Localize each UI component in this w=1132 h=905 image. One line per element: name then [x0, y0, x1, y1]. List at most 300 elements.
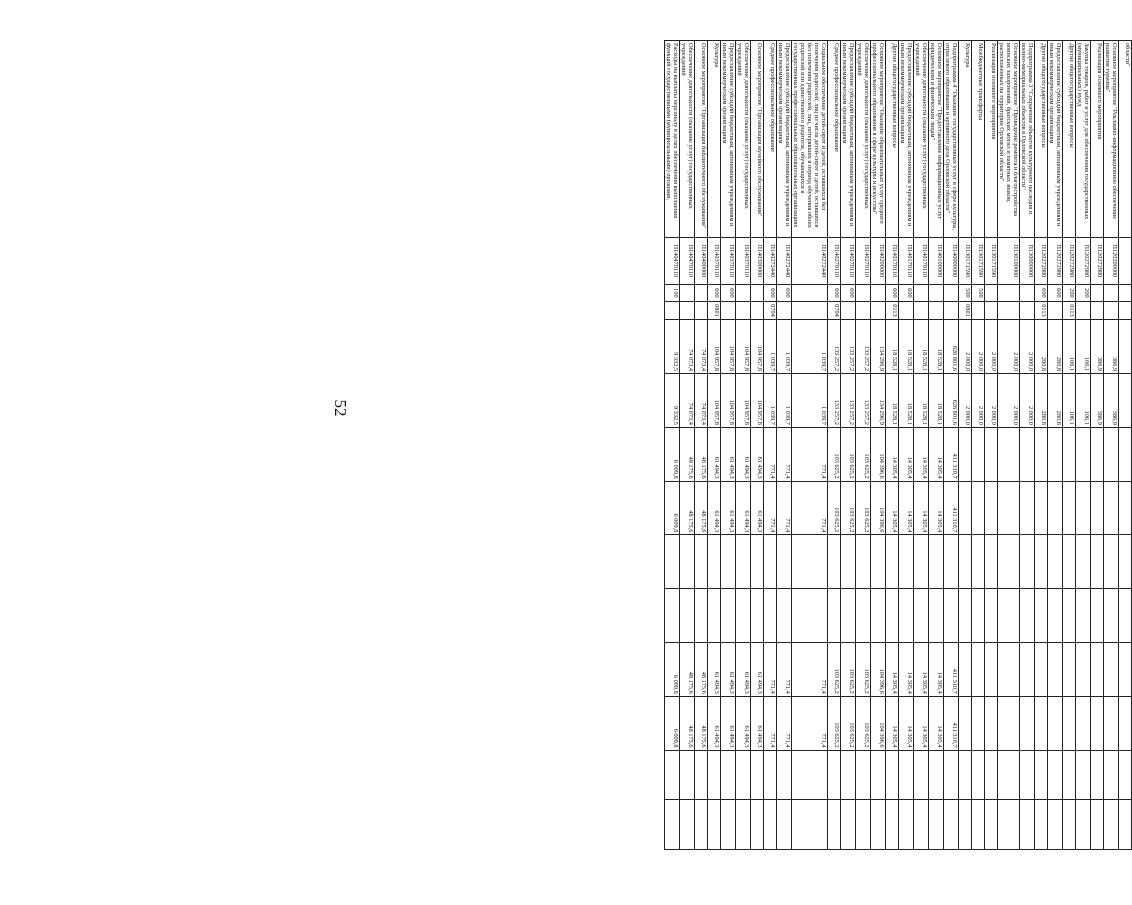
cell-empty	[721, 800, 736, 850]
cell-empty	[792, 800, 828, 850]
cell-v3: 103 625,2	[828, 427, 841, 481]
cell-empty	[751, 750, 764, 800]
table-row	[736, 41, 751, 850]
cell-v2: 104 957,8	[721, 374, 736, 428]
cell-v2: 18 528,1	[914, 374, 929, 428]
cell-v1: 133 257,2	[841, 320, 856, 374]
cell-v2: 18 528,1	[886, 374, 899, 428]
cell-v7: 14 305,4	[929, 642, 944, 696]
cell-empty	[764, 750, 777, 800]
cell-code: П140200000	[871, 237, 886, 285]
cell-empty	[1035, 800, 1048, 850]
cell-v3: 6 009,8	[665, 427, 680, 481]
cell-code: П140272440	[764, 237, 777, 285]
cell-v6	[972, 589, 985, 643]
cell-v6	[899, 589, 914, 643]
cell-v4: 771,4	[777, 481, 792, 535]
table-row	[899, 41, 914, 850]
cell-code: П130100000	[998, 237, 1020, 285]
cell-v4	[998, 481, 1020, 535]
cell-v2: 1 039,7	[764, 374, 777, 428]
cell-v2: 18 528,1	[929, 374, 944, 428]
cell-rz	[1104, 301, 1119, 320]
cell-v8: 61 494,3	[736, 696, 751, 750]
cell-v5	[721, 535, 736, 589]
cell-empty	[751, 800, 764, 850]
cell-name: Межбюджетные трансферты	[972, 41, 985, 238]
cell-v4	[985, 481, 998, 535]
cell-v5	[695, 535, 708, 589]
cell-v3: 771,4	[764, 427, 777, 481]
cell-v1: 2 000,0	[998, 320, 1020, 374]
cell-name: Реализация основного мероприятия	[985, 41, 998, 238]
cell-v5	[841, 535, 856, 589]
cell-v4: 771,4	[792, 481, 828, 535]
cell-empty	[1020, 800, 1035, 850]
cell-empty	[914, 800, 929, 850]
cell-v2: 280,8	[1048, 374, 1063, 428]
cell-v3	[1104, 427, 1119, 481]
cell-code: П140270110	[856, 237, 871, 285]
cell-v6	[736, 589, 751, 643]
cell-v8	[1035, 696, 1048, 750]
table-row	[665, 41, 680, 850]
cell-code: П130171590	[959, 237, 972, 285]
cell-v7: 103 625,2	[841, 642, 856, 696]
cell-v3: 61 494,3	[736, 427, 751, 481]
table-row	[721, 41, 736, 850]
cell-name: Расходы на выплаты персоналу в целях обеспечения выполнения функций государственными (муниципальными) органами,	[665, 41, 680, 238]
cell-empty	[1063, 750, 1076, 800]
cell-v7: 61 494,3	[721, 642, 736, 696]
table-row	[985, 41, 998, 850]
cell-v3: 104 396,6	[871, 427, 886, 481]
cell-v2: 1 039,7	[777, 374, 792, 428]
cell-v3: 14 305,4	[929, 427, 944, 481]
cell-v7	[1063, 642, 1076, 696]
cell-v8: 771,4	[777, 696, 792, 750]
cell-empty	[828, 800, 841, 850]
cell-name: Предоставление субсидий бюджетным, автономным учреждениям и иным некоммерческим организациям	[721, 41, 736, 238]
cell-gr: 600	[886, 285, 899, 302]
cell-v8: 771,4	[764, 696, 777, 750]
cell-v3	[985, 427, 998, 481]
cell-v6	[1076, 589, 1091, 643]
cell-v5	[751, 535, 764, 589]
cell-v2: 280,8	[1035, 374, 1048, 428]
cell-v6	[1119, 589, 1132, 643]
cell-v5	[886, 535, 899, 589]
cell-v1: 134 296,9	[871, 320, 886, 374]
cell-gr: 600	[1048, 285, 1063, 302]
cell-v1: 104 957,8	[736, 320, 751, 374]
cell-v4: 411 310,7	[944, 481, 959, 535]
cell-v1: 18 528,1	[899, 320, 914, 374]
cell-v4: 104 396,6	[871, 481, 886, 535]
cell-v7	[1119, 642, 1132, 696]
cell-v4	[1104, 481, 1119, 535]
cell-name: Другие общегосударственные вопросы	[1035, 41, 1048, 238]
cell-v5	[929, 535, 944, 589]
cell-v3	[1076, 427, 1091, 481]
table-row	[1020, 41, 1035, 850]
cell-name: Реализация основного мероприятия	[1091, 41, 1104, 238]
cell-empty	[856, 750, 871, 800]
cell-empty	[985, 750, 998, 800]
table-row	[1076, 41, 1091, 850]
cell-v8: 48 175,6	[680, 696, 695, 750]
cell-v1: 104 957,8	[751, 320, 764, 374]
cell-v8: 48 175,6	[695, 696, 708, 750]
cell-code: П140272440	[792, 237, 828, 285]
cell-v1: 74 073,4	[680, 320, 695, 374]
cell-gr	[1119, 285, 1132, 302]
cell-v5	[1035, 535, 1048, 589]
cell-v3: 103 625,2	[856, 427, 871, 481]
cell-v7: 411 310,7	[944, 642, 959, 696]
cell-v8: 61 494,3	[708, 696, 721, 750]
cell-rz	[985, 301, 998, 320]
cell-v5	[998, 535, 1020, 589]
cell-v4: 14 305,4	[929, 481, 944, 535]
cell-v4	[1020, 481, 1035, 535]
cell-v1: 386,9	[1091, 320, 1104, 374]
cell-v7: 48 175,6	[680, 642, 695, 696]
cell-v1: 9 332,5	[665, 320, 680, 374]
cell-v1: 133 257,2	[856, 320, 871, 374]
cell-v7	[998, 642, 1020, 696]
cell-rz	[972, 301, 985, 320]
cell-v2: 133 257,2	[841, 374, 856, 428]
cell-name: Предоставление субсидий бюджетным, автономным учреждениям и иным некоммерческим организациям	[899, 41, 914, 238]
cell-v8	[1020, 696, 1035, 750]
cell-gr	[1020, 285, 1035, 302]
table-row	[792, 41, 828, 850]
cell-name: Среднее профессиональное образование	[828, 41, 841, 238]
cell-v5	[1119, 535, 1132, 589]
cell-gr	[998, 285, 1020, 302]
cell-empty	[665, 800, 680, 850]
cell-v3: 14 305,4	[914, 427, 929, 481]
cell-gr: 500	[959, 285, 972, 302]
cell-v1: 2 000,0	[959, 320, 972, 374]
table-row	[841, 41, 856, 850]
table-row	[764, 41, 777, 850]
cell-rz	[856, 301, 871, 320]
cell-v6	[777, 589, 792, 643]
cell-rz	[680, 301, 695, 320]
cell-v1: 106,1	[1063, 320, 1076, 374]
cell-v6	[680, 589, 695, 643]
cell-gr	[985, 285, 998, 302]
cell-gr: 600	[777, 285, 792, 302]
cell-v5	[777, 535, 792, 589]
cell-v3	[998, 427, 1020, 481]
cell-v2: 2 000,0	[959, 374, 972, 428]
cell-v7	[1020, 642, 1035, 696]
cell-v5	[1091, 535, 1104, 589]
cell-v2: 9 332,5	[665, 374, 680, 428]
cell-v4: 103 625,2	[841, 481, 856, 535]
cell-v2: 2 000,0	[1020, 374, 1035, 428]
cell-empty	[1076, 750, 1091, 800]
cell-v2: 133 257,2	[828, 374, 841, 428]
table-row	[708, 41, 721, 850]
cell-empty	[929, 750, 944, 800]
cell-v2: 104 957,8	[708, 374, 721, 428]
cell-empty	[777, 750, 792, 800]
cell-rz: 0113	[886, 301, 899, 320]
cell-v2	[1119, 374, 1132, 428]
cell-empty	[1104, 800, 1119, 850]
cell-v3: 14 305,4	[886, 427, 899, 481]
cell-empty	[886, 800, 899, 850]
cell-v4	[1048, 481, 1063, 535]
cell-rz	[792, 301, 828, 320]
cell-v7: 771,4	[792, 642, 828, 696]
cell-rz	[1091, 301, 1104, 320]
cell-empty	[871, 750, 886, 800]
cell-v1: 280,8	[1035, 320, 1048, 374]
cell-v2: 2 000,0	[985, 374, 998, 428]
cell-name: Предоставление субсидий бюджетным, автономным учреждениям и иным некоммерческим организациям	[1048, 41, 1063, 238]
cell-v7: 61 494,3	[736, 642, 751, 696]
cell-code: П140000000	[944, 237, 959, 285]
cell-v4: 61 494,3	[736, 481, 751, 535]
cell-rz: 0704	[764, 301, 777, 320]
cell-empty	[1063, 800, 1076, 850]
cell-v6	[914, 589, 929, 643]
cell-v4: 14 305,4	[886, 481, 899, 535]
cell-v5	[1063, 535, 1076, 589]
cell-v7	[1076, 642, 1091, 696]
cell-empty	[899, 800, 914, 850]
cell-rz	[929, 301, 944, 320]
cell-v5	[914, 535, 929, 589]
cell-v2: 74 073,4	[680, 374, 695, 428]
cell-name: области"	[1119, 41, 1132, 238]
cell-empty	[1104, 750, 1119, 800]
table-row	[886, 41, 899, 850]
cell-gr: 600	[841, 285, 856, 302]
cell-v5	[944, 535, 959, 589]
cell-v8: 103 625,2	[841, 696, 856, 750]
cell-v3: 411 310,7	[944, 427, 959, 481]
cell-code: П120272980	[1035, 237, 1048, 285]
cell-empty	[998, 800, 1020, 850]
cell-v7: 61 494,3	[708, 642, 721, 696]
cell-code: П140470110	[680, 237, 695, 285]
cell-rz	[1119, 301, 1132, 320]
cell-v1: 280,8	[1048, 320, 1063, 374]
cell-v5	[1104, 535, 1119, 589]
cell-code: П140400000	[695, 237, 708, 285]
cell-v3: 48 175,6	[695, 427, 708, 481]
cell-v3: 61 494,3	[708, 427, 721, 481]
cell-v3	[1119, 427, 1132, 481]
cell-v5	[856, 535, 871, 589]
cell-v1	[1119, 320, 1132, 374]
table-row	[871, 41, 886, 850]
cell-v4: 61 494,3	[751, 481, 764, 535]
cell-empty	[841, 750, 856, 800]
cell-rz	[1076, 301, 1091, 320]
cell-v4: 14 305,4	[914, 481, 929, 535]
cell-v5	[899, 535, 914, 589]
cell-v5	[828, 535, 841, 589]
cell-v1: 386,9	[1104, 320, 1119, 374]
cell-code: П140100000	[929, 237, 944, 285]
cell-v7: 771,4	[764, 642, 777, 696]
cell-code: П120272980	[1091, 237, 1104, 285]
cell-v4	[1063, 481, 1076, 535]
cell-v8: 103 625,2	[856, 696, 871, 750]
cell-gr	[1104, 285, 1119, 302]
cell-v8	[959, 696, 972, 750]
cell-code: П140272440	[777, 237, 792, 285]
cell-empty	[1091, 750, 1104, 800]
cell-code: П140370110	[708, 237, 721, 285]
cell-empty	[1020, 750, 1035, 800]
cell-name: Предоставление субсидий бюджетным, автономным учреждениям и иным некоммерческим организациям	[777, 41, 792, 238]
cell-code: П120272980	[1063, 237, 1076, 285]
cell-empty	[708, 800, 721, 850]
cell-code: П140270110	[828, 237, 841, 285]
cell-v7	[959, 642, 972, 696]
cell-v8	[1048, 696, 1063, 750]
cell-code: П130171590	[985, 237, 998, 285]
table-row	[856, 41, 871, 850]
cell-v4: 61 494,3	[721, 481, 736, 535]
cell-rz: 0704	[828, 301, 841, 320]
cell-gr	[944, 285, 959, 302]
cell-rz	[721, 301, 736, 320]
cell-gr: 500	[972, 285, 985, 302]
cell-v1: 106,1	[1076, 320, 1091, 374]
cell-rz: 0113	[1063, 301, 1076, 320]
cell-rz	[944, 301, 959, 320]
cell-empty	[1076, 800, 1091, 850]
cell-v7	[1104, 642, 1119, 696]
cell-code: П140270110	[841, 237, 856, 285]
table-row	[929, 41, 944, 850]
cell-v6	[764, 589, 777, 643]
cell-v5	[736, 535, 751, 589]
cell-name: Обеспечение деятельности (оказание услуг) государственных учреждений	[680, 41, 695, 238]
cell-v8: 14 305,4	[929, 696, 944, 750]
cell-rz	[1020, 301, 1035, 320]
cell-gr	[871, 285, 886, 302]
cell-v7: 771,4	[777, 642, 792, 696]
cell-v2: 1 039,7	[792, 374, 828, 428]
cell-v1: 1 039,7	[792, 320, 828, 374]
cell-name: Основное мероприятие "Организация библиотечного обслуживания"	[695, 41, 708, 238]
cell-name: Обеспечение деятельности (оказание услуг) государственных учреждений	[914, 41, 929, 238]
cell-empty	[998, 750, 1020, 800]
cell-rz	[899, 301, 914, 320]
cell-v1: 2 000,0	[972, 320, 985, 374]
cell-code: П120272980	[1048, 237, 1063, 285]
cell-v2: 626 801,6	[944, 374, 959, 428]
cell-v6	[708, 589, 721, 643]
cell-v8: 61 494,3	[721, 696, 736, 750]
cell-v6	[1048, 589, 1063, 643]
cell-v4	[1076, 481, 1091, 535]
cell-v2: 104 957,8	[751, 374, 764, 428]
cell-rz	[998, 301, 1020, 320]
cell-v2: 18 528,1	[899, 374, 914, 428]
cell-gr	[856, 285, 871, 302]
table-row	[695, 41, 708, 850]
cell-empty	[929, 800, 944, 850]
cell-empty	[841, 800, 856, 850]
cell-empty	[944, 800, 959, 850]
cell-v8: 14 305,4	[899, 696, 914, 750]
cell-v7: 103 625,2	[856, 642, 871, 696]
cell-name: Социальное обеспечение детей-сирот и детей, оставшихся без попечения родителей, лиц из числа детей-сирот и детей, оставшихся без попечения родителей, лиц, потерявших в период обучения обоих родителей или единственного родителя, обучающихся в государственных профессиональных образовательных организациях	[792, 41, 828, 238]
cell-v2: 74 073,4	[695, 374, 708, 428]
cell-v2: 106,1	[1063, 374, 1076, 428]
cell-v7: 103 625,2	[828, 642, 841, 696]
cell-v8	[972, 696, 985, 750]
cell-v3	[1048, 427, 1063, 481]
cell-v1: 18 528,1	[886, 320, 899, 374]
cell-v6	[792, 589, 828, 643]
cell-v4: 14 305,4	[899, 481, 914, 535]
cell-code: П130171590	[972, 237, 985, 285]
cell-v7: 14 305,4	[914, 642, 929, 696]
cell-v8	[985, 696, 998, 750]
cell-name: Культура	[708, 41, 721, 238]
cell-v7	[1048, 642, 1063, 696]
cell-empty	[944, 750, 959, 800]
cell-empty	[899, 750, 914, 800]
budget-table-rotated	[592, 40, 1132, 850]
cell-v4	[1035, 481, 1048, 535]
cell-v6	[1035, 589, 1048, 643]
cell-rz	[841, 301, 856, 320]
table-row	[959, 41, 972, 850]
cell-v8	[1104, 696, 1119, 750]
cell-name: Основное мероприятие "Оказание образовательных услуг среднего профессионального образования в сфере культуры и искусства"	[871, 41, 886, 238]
cell-v8: 103 625,2	[828, 696, 841, 750]
cell-v3	[1091, 427, 1104, 481]
table-row	[1119, 41, 1132, 850]
cell-empty	[972, 800, 985, 850]
page-number: 52	[331, 399, 350, 417]
cell-code: П140300000	[751, 237, 764, 285]
cell-v6	[929, 589, 944, 643]
cell-v4	[972, 481, 985, 535]
cell-v1: 18 528,1	[929, 320, 944, 374]
cell-empty	[1048, 800, 1063, 850]
cell-empty	[1119, 750, 1132, 800]
cell-rz	[665, 301, 680, 320]
cell-empty	[871, 800, 886, 850]
cell-name: Культура	[959, 41, 972, 238]
cell-v3: 103 625,2	[841, 427, 856, 481]
cell-v2: 386,9	[1104, 374, 1119, 428]
cell-v4: 6 009,8	[665, 481, 680, 535]
cell-v3	[1020, 427, 1035, 481]
cell-v6	[1091, 589, 1104, 643]
cell-v5	[665, 535, 680, 589]
table-row	[777, 41, 792, 850]
cell-empty	[764, 800, 777, 850]
cell-v4	[959, 481, 972, 535]
cell-rz	[871, 301, 886, 320]
cell-v1: 1 039,7	[777, 320, 792, 374]
